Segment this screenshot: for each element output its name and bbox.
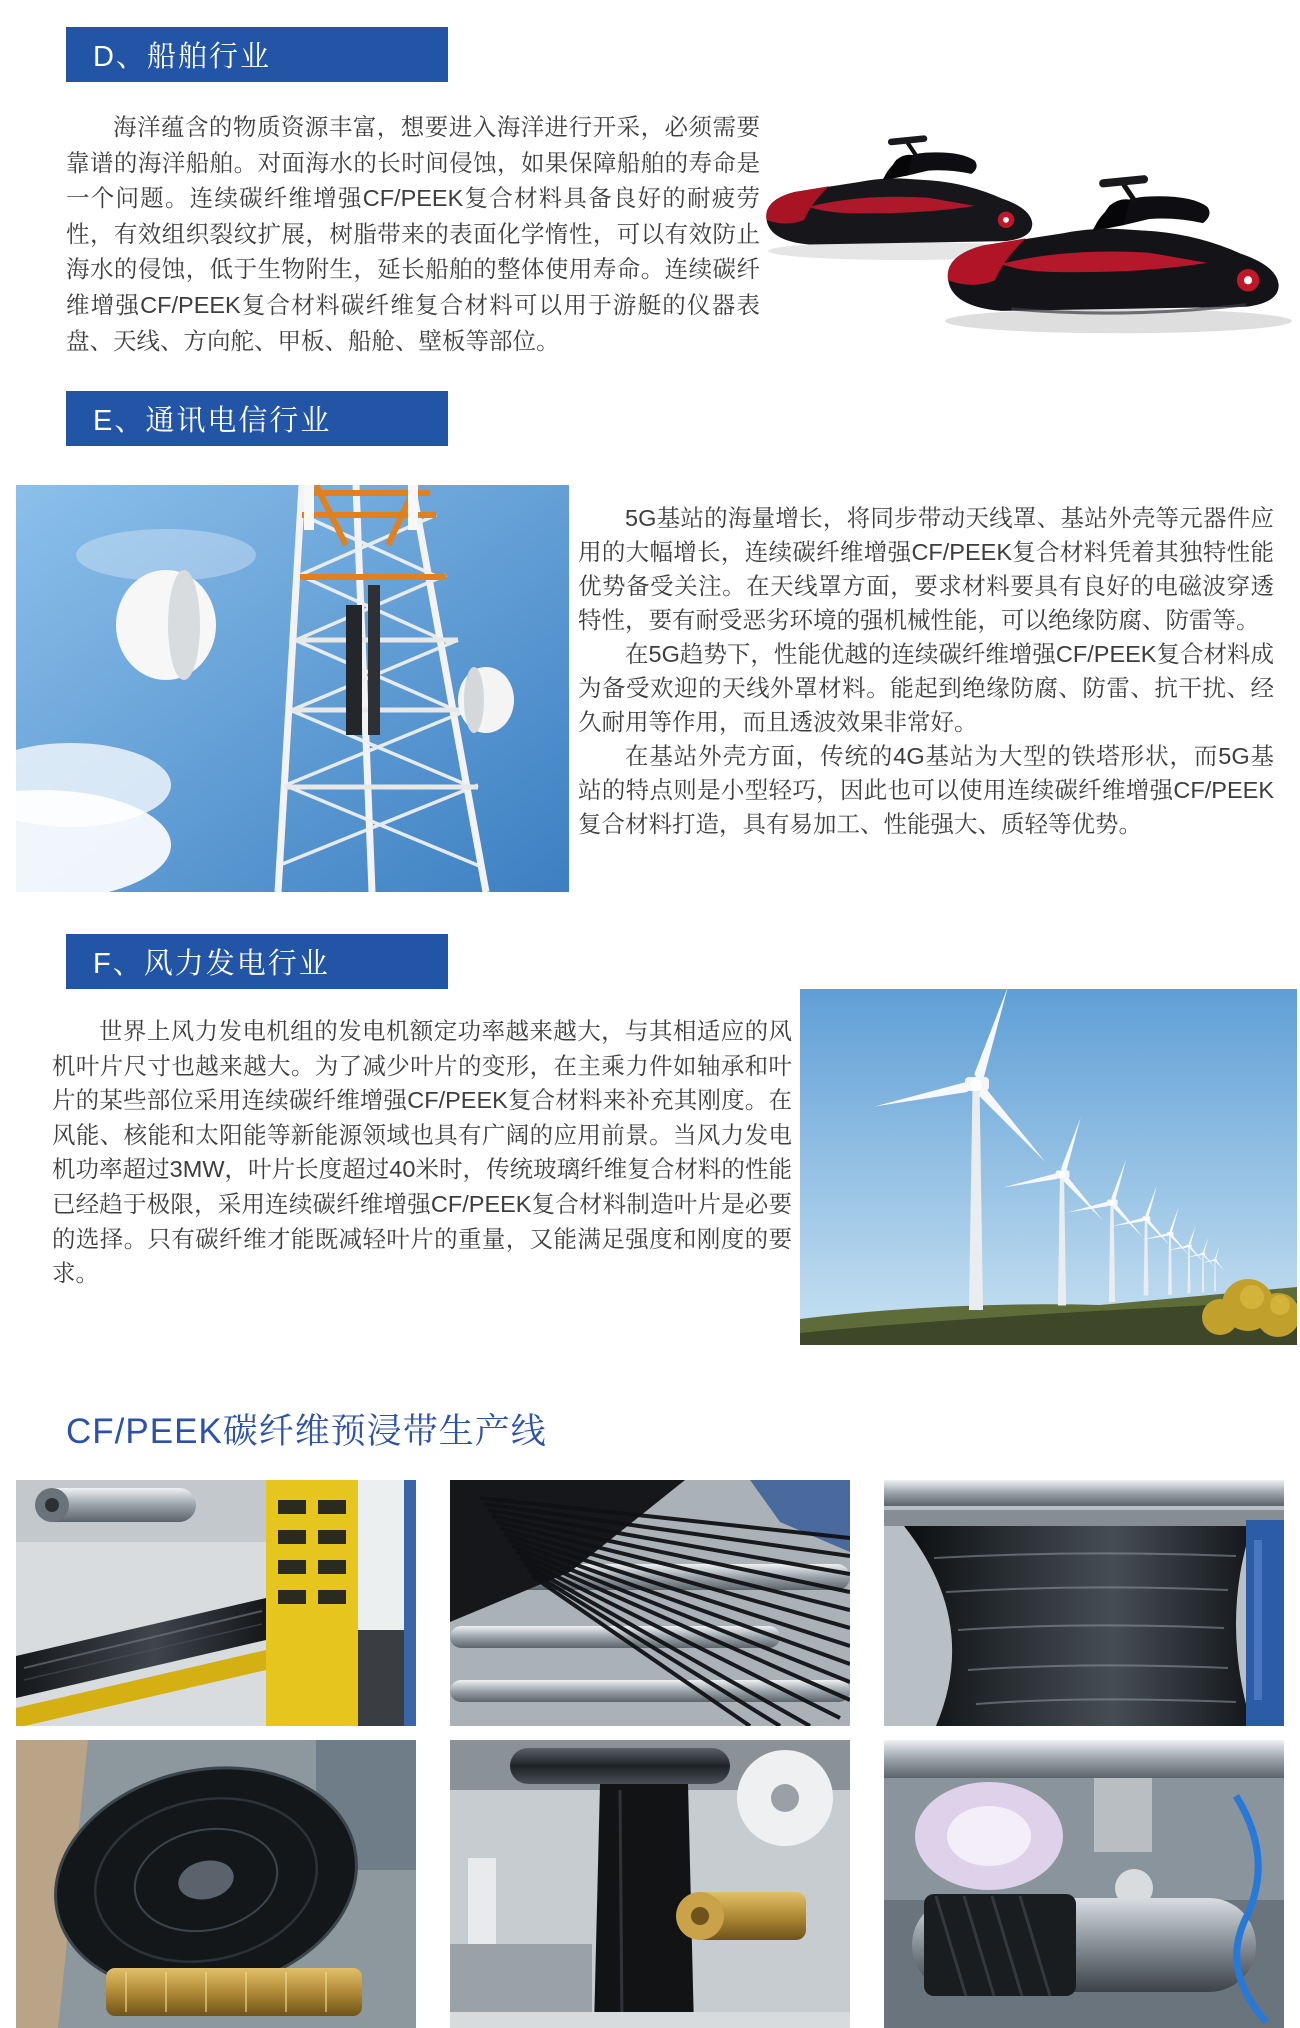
fiber-spreading-illustration — [450, 1480, 850, 1726]
jet-ski-photo — [760, 114, 1297, 374]
wind-turbines-photo — [800, 989, 1297, 1345]
section-header-label: E、通讯电信行业 — [93, 405, 332, 437]
shipbuilding-paragraph — [66, 110, 760, 359]
section-header-label: F、风力发电行业 — [93, 948, 330, 980]
section-header-label: D、船舶行业 — [93, 41, 271, 73]
paragraph: 在5G趋势下，性能优越的连续碳纤维增强CF/PEEK复合材料成为备受欢迎的天线外罩材料。能起到绝缘防腐、防雷、抗干扰、经久耐用等作用，而且透波效果非常好。 — [578, 641, 1274, 735]
telecom-tower-illustration — [16, 485, 569, 892]
section-header-shipbuilding — [66, 27, 448, 82]
section-header-wind — [66, 934, 448, 989]
paragraph: 世界上风力发电机组的发电机额定功率越来越大，与其相适应的风机叶片尺寸也越来越大。为了减少叶片的变形，在主乘力件如轴承和叶片的某些部位采用连续碳纤维增强CF/PEEK复合材料来补充其刚度。在风能、核能和太阳能等新能源领域也具有广阔的应用前景。当风力发电机功率超过3MW，叶片长度超过40米时，传统玻璃纤维复合材料的性能已经趋于极限，采用连续碳纤维增强CF/PEEK复合材料制造叶片是必要的选择。只有碳纤维才能既减轻叶片的重量，又能满足强度和刚度的要求。 — [52, 1018, 792, 1287]
section-header-telecom — [66, 391, 448, 446]
paragraph: 海洋蕴含的物质资源丰富，想要进入海洋进行开采，必须需要靠谱的海洋船舶。对面海水的长时间侵蚀，如果保障船舶的寿命是一个问题。连续碳纤维增强CF/PEEK复合材料具备良好的耐疲劳性，有效组织裂纹扩展，树脂带来的表面化学惰性，可以有效防止海水的侵蚀，低于生物附生，延长船舶的整体使用寿命。连续碳纤维增强CF/PEEK复合材料碳纤维复合材料可以用于游艇的仪器表盘、天线、方向舵、甲板、船舱、壁板等部位。 — [66, 114, 760, 354]
tape-winding-illustration — [884, 1740, 1284, 2028]
prepreg-roll-illustration — [16, 1740, 416, 2028]
production-photo-fiber-spreading — [450, 1480, 850, 1726]
carbon-sheet-illustration — [884, 1480, 1284, 1726]
wind-turbines-illustration — [800, 989, 1297, 1345]
wind-paragraph — [52, 1014, 792, 1291]
tape-coating-line-illustration — [450, 1740, 850, 2028]
production-photo-tape-line — [450, 1740, 850, 2028]
paragraph: 5G基站的海量增长，将同步带动天线罩、基站外壳等元器件应用的大幅增长，连续碳纤维增强CF/PEEK复合材料凭着其独特性能优势备受关注。在天线罩方面，要求材料要具有良好的电磁波穿透特性，要有耐受恶劣环境的强机械性能，可以绝缘防腐、防雷等。 — [578, 505, 1274, 633]
production-photo-prepreg-roll — [16, 1740, 416, 2028]
production-line-title: CF/PEEK碳纤维预浸带生产线 — [66, 1412, 547, 1451]
production-photo-tape-machine — [16, 1480, 416, 1726]
prepreg-tape-machine-illustration — [16, 1480, 416, 1726]
production-photo-carbon-sheet — [884, 1480, 1284, 1726]
production-photo-winding — [884, 1740, 1284, 2028]
telecom-paragraphs — [578, 501, 1274, 841]
paragraph: 在基站外壳方面，传统的4G基站为大型的铁塔形状，而5G基站的特点则是小型轻巧，因此也可以使用连续碳纤维增强CF/PEEK复合材料打造，具有易加工、性能强大、质轻等优势。 — [578, 743, 1274, 837]
jet-ski-illustration — [760, 114, 1297, 374]
telecom-tower-photo — [16, 485, 569, 892]
